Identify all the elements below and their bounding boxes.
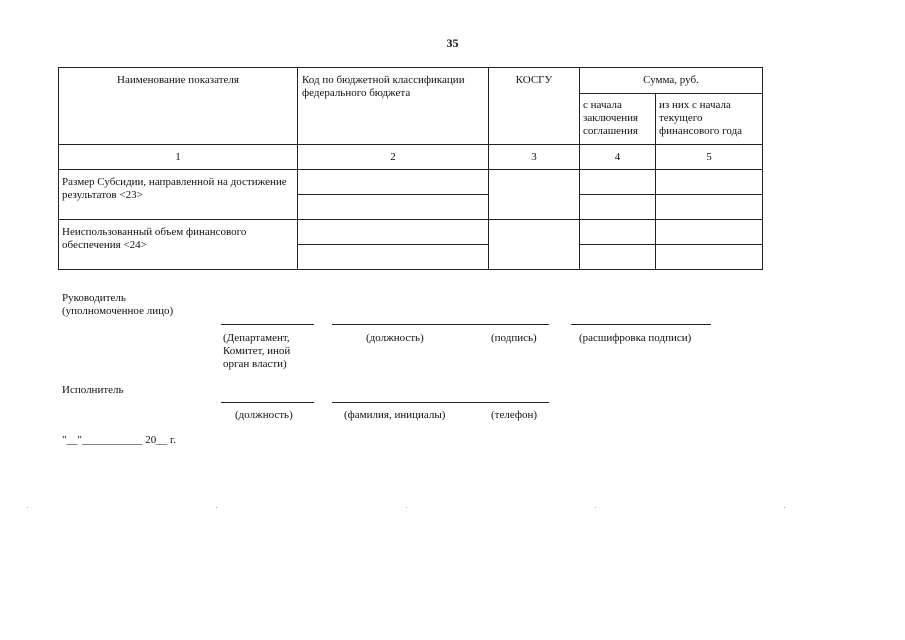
header-sum: Сумма, руб. [580,68,763,94]
cell-budget-code [298,170,489,195]
head-label: Руководитель (уполномоченное лицо) [62,292,174,317]
executor-name-line [332,402,549,403]
cell-sum-from-agreement [580,220,656,245]
cell-budget-code [298,245,489,270]
header-current-year: из них с начала текущего финансового года [656,94,763,145]
cell-budget-code [298,195,489,220]
column-number-2: 2 [298,145,489,170]
column-number-3: 3 [489,145,580,170]
column-number-1: 1 [59,145,298,170]
page-number: 35 [446,36,459,50]
header-row [59,68,763,94]
scan-dot [27,507,28,508]
column-number-4: 4 [580,145,656,170]
department-caption: (Департамент, Комитет, иной орган власти) [223,332,291,370]
header-indicator-name: Наименование показателя [59,68,298,145]
executor-phone-caption: (телефон) [491,409,538,421]
scan-dot [784,507,785,508]
table-row [59,220,763,245]
executor-name-caption: (фамилия, инициалы) [344,409,446,421]
cell-sum-current-year [656,245,763,270]
header-budget-code: Код по бюджетной классификации федерального бюджета [298,68,489,145]
header-kosgu: КОСГУ [489,68,580,145]
column-number-row [59,145,763,170]
row-name-unused: Неиспользованный объем финансового обеспечения <24> [59,220,298,270]
column-number-5: 5 [656,145,763,170]
cell-sum-from-agreement [580,170,656,195]
executor-label: Исполнитель [62,384,124,396]
row-name-subsidy: Размер Субсидии, направленной на достижение результатов <23> [59,170,298,220]
cell-kosgu [489,170,580,220]
cell-sum-current-year [656,170,763,195]
cell-kosgu [489,220,580,270]
scan-dot [406,507,407,508]
table-row [59,170,763,195]
cell-budget-code [298,220,489,245]
department-signature-line [221,324,314,325]
executor-position-caption: (должность) [235,409,293,421]
scan-dot [216,507,217,508]
date-line: "__"___________ 20__ г. [62,434,177,446]
cell-sum-current-year [656,220,763,245]
cell-sum-from-agreement [580,195,656,220]
position-signature-line [332,324,549,325]
report-table [58,67,763,270]
scan-dot [595,507,596,508]
decoding-caption: (расшифровка подписи) [579,332,692,344]
position-caption: (должность) [366,332,424,344]
decoding-signature-line [571,324,711,325]
cell-sum-current-year [656,195,763,220]
cell-sum-from-agreement [580,245,656,270]
header-from-agreement: с начала заключения соглашения [580,94,656,145]
signature-caption: (подпись) [491,332,537,344]
executor-position-line [221,402,314,403]
